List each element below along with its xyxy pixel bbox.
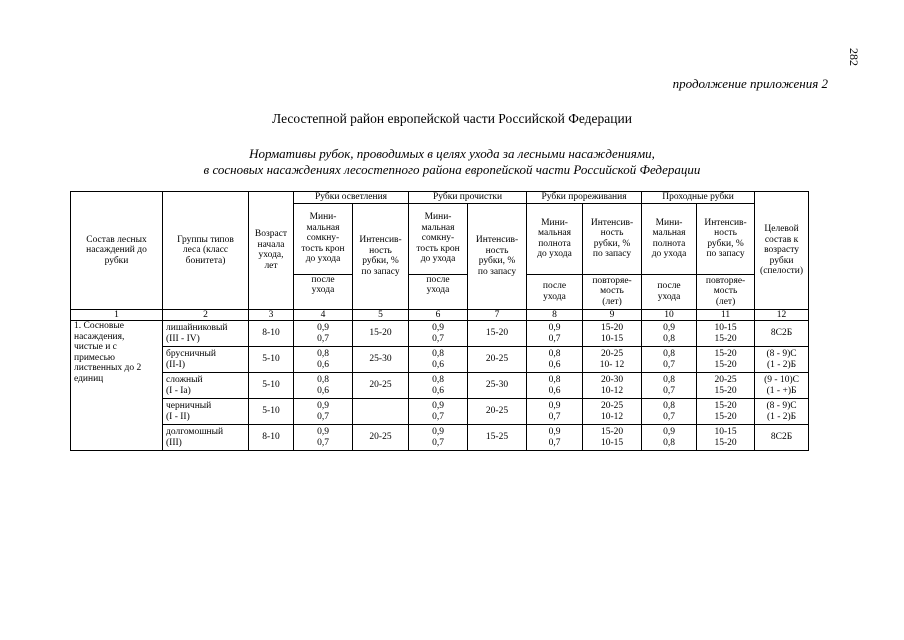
header-line: (спелости) — [760, 266, 804, 276]
header-line: леса (класс — [182, 245, 229, 255]
header-line: рубки — [769, 255, 794, 266]
header-line: после — [311, 274, 335, 285]
column-number: 2 — [163, 309, 249, 321]
header-line: тость крон — [301, 243, 345, 254]
prorezhivanie-intensity — [583, 373, 642, 399]
osvetlenie-intensity: 20-25 — [353, 373, 409, 399]
header-line: Группы типов — [177, 234, 234, 245]
forest-type-group-value: лишайниковый — [166, 323, 228, 333]
column-number: 8 — [527, 309, 583, 321]
osvetlenie-min-closure-value: 0,8 — [317, 349, 329, 359]
prochistki-intensity: 20-25 — [468, 399, 527, 425]
osvetlenie-min-closure-value: 0,6 — [317, 359, 329, 370]
header-line: рубки, % — [478, 256, 516, 266]
prochistki-min-closure — [409, 347, 468, 373]
column-number-row — [71, 309, 809, 321]
prochistki-min-closure-value: 0,6 — [432, 359, 444, 370]
prorezhivanie-min-density — [527, 321, 583, 347]
osvetlenie-min-closure — [294, 347, 353, 373]
prokhodnye-intensity — [697, 399, 755, 425]
column-number: 4 — [294, 309, 353, 321]
prochistki-min-closure-value: 0,7 — [432, 437, 444, 448]
header-line: сомкну- — [306, 233, 340, 244]
prorezhivanie-min-density — [527, 425, 583, 451]
header-line: мальная — [421, 222, 455, 233]
prochistki-min-closure-value: 0,8 — [432, 349, 444, 359]
osvetlenie-min-closure-value: 0,9 — [317, 401, 329, 411]
table-row — [71, 321, 809, 347]
header-prr-povtor — [583, 274, 642, 309]
appendix-note: продолжение приложения 2 — [672, 76, 828, 91]
prorezhivanie-intensity-value: 10-15 — [600, 437, 624, 448]
prokhodnye-intensity-value: 15-20 — [714, 437, 737, 448]
table-row — [71, 347, 809, 373]
prorezhivanie-min-density-value: 0,7 — [548, 437, 561, 448]
header-line: повторяе- — [592, 275, 632, 286]
prorezhivanie-min-density-value: 0,8 — [548, 375, 561, 385]
table-row — [71, 425, 809, 451]
prorezhivanie-intensity-value: 10-15 — [600, 333, 624, 344]
prorezhivanie-min-density-value: 0,7 — [548, 333, 561, 344]
prokhodnye-intensity-value: 15-20 — [714, 385, 737, 396]
prorezhivanie-intensity-value: 10- 12 — [599, 359, 625, 370]
header-line: по запасу — [361, 266, 400, 277]
prokhodnye-intensity-value: 15-20 — [714, 333, 737, 344]
target-composition — [755, 399, 809, 425]
prokhodnye-min-density — [642, 425, 697, 451]
prorezhivanie-intensity-value: 10-12 — [600, 411, 624, 422]
osvetlenie-min-closure-value: 0,7 — [317, 437, 329, 448]
forest-type-group-value: сложный — [166, 375, 203, 385]
group-header-prokhodnye: Проходные рубки — [642, 192, 755, 204]
header-line: после — [426, 274, 450, 285]
prorezhivanie-min-density-value: 0,7 — [548, 411, 561, 422]
header-line: рубки — [104, 255, 129, 266]
header-line: Мини- — [655, 217, 683, 228]
header-osv-posle — [294, 274, 353, 309]
header-line: Возраст — [254, 229, 288, 240]
stand-composition-line: лиственных до 2 — [74, 363, 142, 373]
prorezhivanie-min-density-value: 0,6 — [548, 385, 561, 396]
header-line: лет — [264, 260, 278, 271]
target-composition-value: (8 - 9)С — [766, 401, 797, 411]
prorezhivanie-min-density — [527, 373, 583, 399]
header-line: сомкну- — [421, 233, 455, 244]
osvetlenie-intensity: 20-25 — [353, 425, 409, 451]
prokhodnye-intensity — [697, 321, 755, 347]
osvetlenie-min-closure-value: 0,7 — [317, 333, 329, 344]
header-line: Состав лесных — [86, 234, 147, 245]
header-line: возрасту — [764, 245, 799, 255]
header-line: Мини- — [424, 212, 452, 223]
header-pro-intens — [468, 203, 527, 309]
header-line: ухода — [311, 285, 335, 295]
header-prr-intens — [583, 203, 642, 274]
header-line: ухода — [657, 291, 681, 302]
prochistki-intensity: 25-30 — [468, 373, 527, 399]
prorezhivanie-min-density-value: 0,6 — [548, 359, 561, 370]
prokhodnye-min-density-value: 0,8 — [663, 437, 675, 448]
header-line: полнота — [538, 238, 571, 249]
header-line: рубки, % — [362, 256, 399, 266]
forest-type-group-value: (I - Ia) — [166, 385, 191, 396]
prochistki-min-closure — [409, 425, 468, 451]
header-line: ухода, — [258, 250, 284, 261]
prochistki-min-closure-value: 0,9 — [432, 427, 444, 437]
header-line: Интенсив- — [590, 217, 634, 228]
target-composition — [755, 373, 809, 399]
forest-type-group-value: (I - II) — [166, 411, 190, 422]
column-number: 3 — [249, 309, 294, 321]
group-header-prorezhivanie: Рубки прореживания — [527, 192, 642, 204]
header-line: ность — [369, 245, 392, 256]
prokhodnye-intensity-value: 10-15 — [714, 427, 737, 437]
prokhodnye-intensity — [697, 425, 755, 451]
prokhodnye-min-density-value: 0,8 — [663, 333, 675, 344]
header-line: рубки, % — [593, 238, 631, 249]
osvetlenie-min-closure — [294, 373, 353, 399]
stand-composition-cell — [71, 321, 163, 451]
group-header-prochistki: Рубки прочистки — [409, 192, 527, 204]
header-pro-posle — [409, 274, 468, 309]
header-prr-posle — [527, 274, 583, 309]
column-number: 7 — [468, 309, 527, 321]
header-line: после — [657, 281, 681, 291]
header-line: мость — [600, 286, 624, 297]
forest-type-group-value: черничный — [166, 401, 212, 411]
target-composition — [755, 425, 809, 451]
osvetlenie-min-closure-value: 0,8 — [317, 375, 329, 385]
column-number: 9 — [583, 309, 642, 321]
prokhodnye-min-density-value: 0,7 — [663, 385, 675, 396]
header-line: повторяе- — [705, 275, 746, 286]
stand-composition-line: 1. Сосновые — [74, 321, 124, 331]
stand-composition-line: единиц — [74, 373, 104, 384]
header-line: Целевой — [764, 224, 799, 234]
prokhodnye-intensity-value: 20-25 — [714, 375, 737, 385]
prorezhivanie-min-density — [527, 347, 583, 373]
target-composition — [755, 321, 809, 347]
header-line: после — [542, 281, 567, 291]
start-age: 8-10 — [249, 425, 294, 451]
header-line: ухода — [426, 285, 450, 295]
header-line: Интенсив- — [704, 217, 747, 228]
header-line: до ухода — [305, 254, 341, 265]
header-line: тость крон — [416, 243, 460, 254]
prokhodnye-min-density — [642, 321, 697, 347]
target-composition-value: (1 - +)Б — [766, 385, 797, 396]
prochistki-min-closure — [409, 399, 468, 425]
prokhodnye-min-density — [642, 373, 697, 399]
header-line: (лет) — [602, 296, 622, 307]
prorezhivanie-min-density-value: 0,8 — [548, 349, 561, 359]
prorezhivanie-intensity — [583, 399, 642, 425]
header-osv-intens — [353, 203, 409, 309]
forest-type-group-value: (III) — [166, 437, 182, 448]
prorezhivanie-intensity-value: 15-20 — [600, 427, 624, 437]
header-gruppy — [163, 192, 249, 310]
column-number: 10 — [642, 309, 697, 321]
prorezhivanie-min-density-value: 0,9 — [548, 401, 561, 411]
stand-composition-line: примесью — [74, 352, 116, 363]
table-row — [71, 399, 809, 425]
forest-type-group-value: (II-I) — [166, 359, 185, 370]
prokhodnye-intensity-value: 15-20 — [714, 359, 737, 370]
prokhodnye-intensity-value: 15-20 — [714, 349, 737, 359]
header-line: мость — [713, 286, 738, 297]
prochistki-min-closure-value: 0,9 — [432, 323, 444, 333]
prokhodnye-intensity-value: 15-20 — [714, 411, 737, 422]
header-line: мальная — [652, 228, 686, 238]
subtitle-line-1: Нормативы рубок, проводимых в целях ухода за лесными насаждениями, — [249, 146, 655, 161]
header-prh-intens — [697, 203, 755, 274]
header-line: полнота — [652, 238, 686, 249]
forest-type-group-value: (III - IV) — [166, 333, 200, 344]
prochistki-intensity: 15-20 — [468, 321, 527, 347]
header-prr-min-poln — [527, 203, 583, 274]
prokhodnye-min-density-value: 0,9 — [663, 427, 675, 437]
stand-composition-line: насаждения, — [74, 331, 125, 342]
osvetlenie-min-closure — [294, 399, 353, 425]
column-number: 12 — [755, 309, 809, 321]
header-line: начала — [257, 239, 285, 250]
prorezhivanie-min-density-value: 0,9 — [548, 323, 561, 333]
prorezhivanie-intensity — [583, 347, 642, 373]
prokhodnye-min-density-value: 0,8 — [663, 349, 675, 359]
osvetlenie-intensity: 15-20 — [353, 321, 409, 347]
prochistki-intensity: 20-25 — [468, 347, 527, 373]
osvetlenie-min-closure — [294, 321, 353, 347]
osvetlenie-min-closure-value: 0,6 — [317, 385, 329, 396]
header-line: по запасу — [592, 249, 632, 259]
table-subtitle — [0, 146, 904, 178]
table-row — [71, 373, 809, 399]
osvetlenie-intensity: 25-30 — [353, 347, 409, 373]
prokhodnye-intensity — [697, 373, 755, 399]
osvetlenie-min-closure-value: 0,7 — [317, 411, 329, 422]
header-line: Интенсив- — [359, 235, 402, 245]
prochistki-min-closure — [409, 321, 468, 347]
page-number: 282 — [847, 48, 861, 66]
header-line: до ухода — [420, 254, 456, 265]
header-line: по запасу — [477, 266, 517, 277]
prokhodnye-min-density-value: 0,8 — [663, 401, 675, 411]
forest-type-group-value: брусничный — [166, 349, 216, 359]
start-age: 5-10 — [249, 399, 294, 425]
osvetlenie-min-closure — [294, 425, 353, 451]
header-line: Мини- — [309, 212, 337, 223]
column-number: 6 — [409, 309, 468, 321]
header-tselevoy — [755, 192, 809, 310]
group-header-osvetlenie: Рубки осветления — [294, 192, 409, 204]
header-line: ность — [714, 228, 737, 238]
forest-type-group — [163, 425, 249, 451]
header-line: ухода — [543, 291, 566, 302]
prorezhivanie-intensity — [583, 425, 642, 451]
header-prh-min-poln — [642, 203, 697, 274]
prorezhivanie-intensity-value: 15-20 — [600, 323, 624, 333]
forest-type-group-value: долгомошный — [166, 427, 224, 437]
column-number: 1 — [71, 309, 163, 321]
prorezhivanie-min-density-value: 0,9 — [548, 427, 561, 437]
prochistki-min-closure-value: 0,6 — [432, 385, 444, 396]
header-prh-posle — [642, 274, 697, 309]
prorezhivanie-intensity — [583, 321, 642, 347]
prochistki-intensity: 15-25 — [468, 425, 527, 451]
forest-type-group — [163, 373, 249, 399]
header-line: ность — [485, 245, 509, 256]
norms-table — [70, 191, 809, 451]
prochistki-min-closure — [409, 373, 468, 399]
target-composition-value: 8С2Б — [770, 432, 793, 443]
prokhodnye-min-density-value: 0,9 — [663, 323, 675, 333]
prorezhivanie-min-density — [527, 399, 583, 425]
target-composition-value: (1 - 2)Б — [766, 359, 797, 370]
header-line: по запасу — [706, 249, 745, 259]
header-line: Мини- — [541, 217, 568, 228]
section-title: Лесостепной район европейской части Российской Федерации — [272, 111, 632, 126]
prochistki-min-closure-value: 0,7 — [432, 333, 444, 344]
header-prh-povtor — [697, 274, 755, 309]
target-composition-value: (9 - 10)С — [764, 375, 799, 385]
start-age: 5-10 — [249, 347, 294, 373]
header-line: Интенсив- — [475, 235, 519, 245]
stand-composition-line: чистые и с — [74, 342, 117, 352]
target-composition-value: 8С2Б — [770, 328, 793, 339]
forest-type-group — [163, 321, 249, 347]
header-line: ность — [600, 228, 624, 238]
prochistki-min-closure-value: 0,9 — [432, 401, 444, 411]
prokhodnye-intensity-value: 10-15 — [714, 323, 737, 333]
start-age: 8-10 — [249, 321, 294, 347]
header-line: рубки, % — [707, 238, 744, 249]
header-line: до ухода — [537, 249, 572, 259]
header-sostav — [71, 192, 163, 310]
prokhodnye-intensity-value: 15-20 — [714, 401, 737, 411]
prorezhivanie-intensity-value: 10-12 — [600, 385, 624, 396]
prorezhivanie-intensity-value: 20-30 — [600, 375, 624, 385]
prokhodnye-min-density-value: 0,7 — [663, 359, 675, 370]
column-number: 11 — [697, 309, 755, 321]
header-line: состав к — [764, 234, 799, 245]
start-age: 5-10 — [249, 373, 294, 399]
osvetlenie-intensity — [353, 399, 409, 425]
target-composition-value: (8 - 9)С — [766, 349, 797, 359]
target-composition — [755, 347, 809, 373]
prokhodnye-min-density — [642, 399, 697, 425]
prorezhivanie-intensity-value: 20-25 — [600, 401, 624, 411]
header-line: до ухода — [651, 249, 687, 259]
osvetlenie-min-closure-value: 0,9 — [317, 427, 329, 437]
header-line: мальная — [306, 222, 340, 233]
osvetlenie-min-closure-value: 0,9 — [317, 323, 329, 333]
prokhodnye-min-density-value: 0,7 — [663, 411, 675, 422]
prochistki-min-closure-value: 0,8 — [432, 375, 444, 385]
target-composition-value: (1 - 2)Б — [766, 411, 797, 422]
column-number: 5 — [353, 309, 409, 321]
forest-type-group — [163, 399, 249, 425]
prokhodnye-min-density — [642, 347, 697, 373]
subtitle-line-2: в сосновых насаждениях лесостепного района европейской части Российской Федерации — [203, 162, 701, 177]
header-osv-min-somk — [294, 203, 353, 274]
header-line: (лет) — [715, 296, 736, 307]
header-vozrast — [249, 192, 294, 310]
prokhodnye-min-density-value: 0,8 — [663, 375, 675, 385]
prokhodnye-intensity — [697, 347, 755, 373]
prorezhivanie-intensity-value: 20-25 — [600, 349, 624, 359]
prochistki-min-closure-value: 0,7 — [432, 411, 444, 422]
header-line: насаждений до — [86, 245, 147, 255]
header-line: мальная — [538, 228, 572, 238]
header-line: бонитета) — [185, 255, 226, 266]
forest-type-group — [163, 347, 249, 373]
header-pro-min-somk — [409, 203, 468, 274]
